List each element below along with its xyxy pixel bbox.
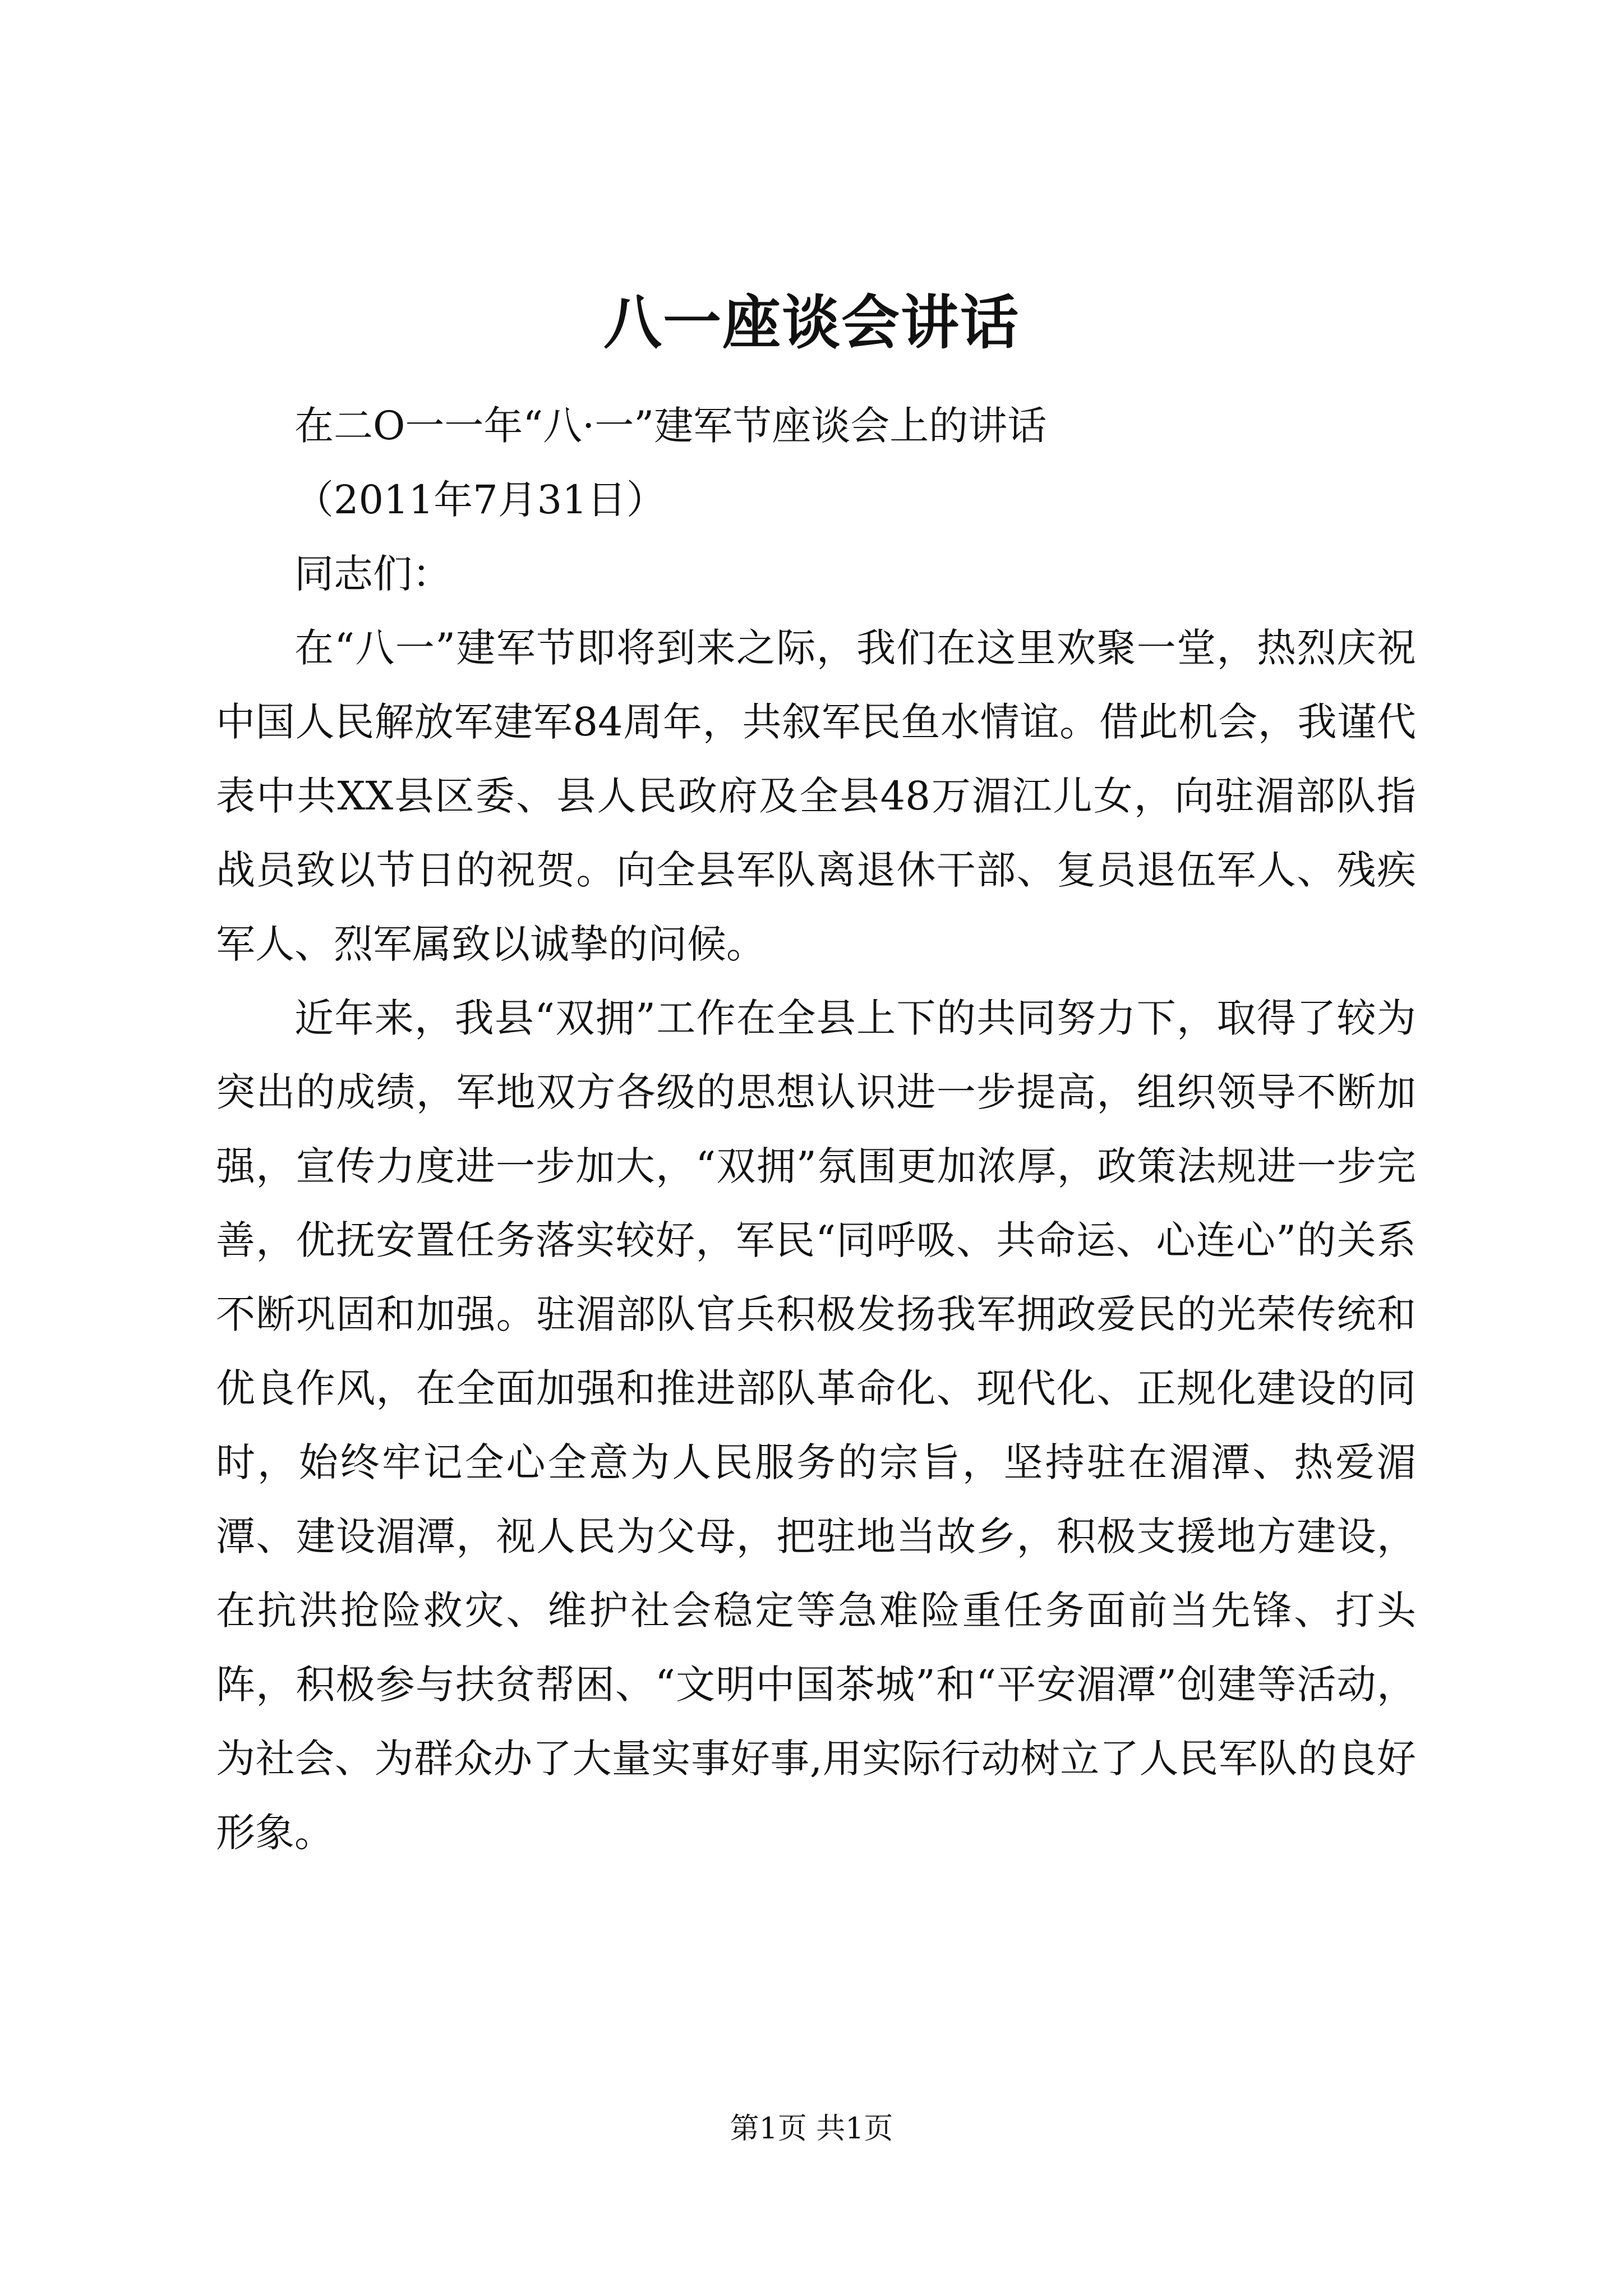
salutation: 同志们： bbox=[294, 551, 451, 597]
date-line: （2011年7月31日） bbox=[294, 477, 666, 523]
page-footer: 第1页 共1页 bbox=[730, 2112, 893, 2146]
subtitle-line: 在二O一一年“八·一”建军节座谈会上的讲话 bbox=[294, 403, 1047, 449]
paragraph: 近年来，我县“双拥”工作在全县上下的共同努力下，取得了较为突出的成绩，军地双方各级的思想认识进一步提高，组织领导不断加强，宣传力度进一步加大，“双拥”氛围更加浓厚，政策法规进一步完善，优抚安置任务落实较好，军民“同呼吸、共命运、心连心”的关系不断巩固和加强。驻湄部队官兵积极发扬我军拥政爱民的光荣传统和优良作风，在全面加强和推进部队革命化、现代化、正规化建设的同时，始终牢记全心全意为人民服务的宗旨，坚持驻在湄潭、热爱湄潭、建设湄潭，视人民为父母，把驻地当故乡，积极支援地方建设，在抗洪抢险救灾、维护社会稳定等急难险重任务面前当先锋、打头阵，积极参与扶贫帮困、“文明中国茶城”和“平安湄潭”创建等活动，为社会、为群众办了大量实事好事,用实际行动树立了人民军队的良好形象。 bbox=[216, 995, 1416, 1856]
document-body bbox=[216, 389, 1416, 1870]
paragraph: 在“八一”建军节即将到来之际，我们在这里欢聚一堂，热烈庆祝中国人民解放军建军84周年，共叙军民鱼水情谊。借此机会，我谨代表中共XX县区委、县人民政府及全县48万湄江儿女，向驻湄部队指战员致以节日的祝贺。向全县军队离退休干部、复员退伍军人、残疾军人、烈军属致以诚挚的问候。 bbox=[216, 625, 1416, 967]
document-title: 八一座谈会讲话 bbox=[603, 288, 1020, 357]
